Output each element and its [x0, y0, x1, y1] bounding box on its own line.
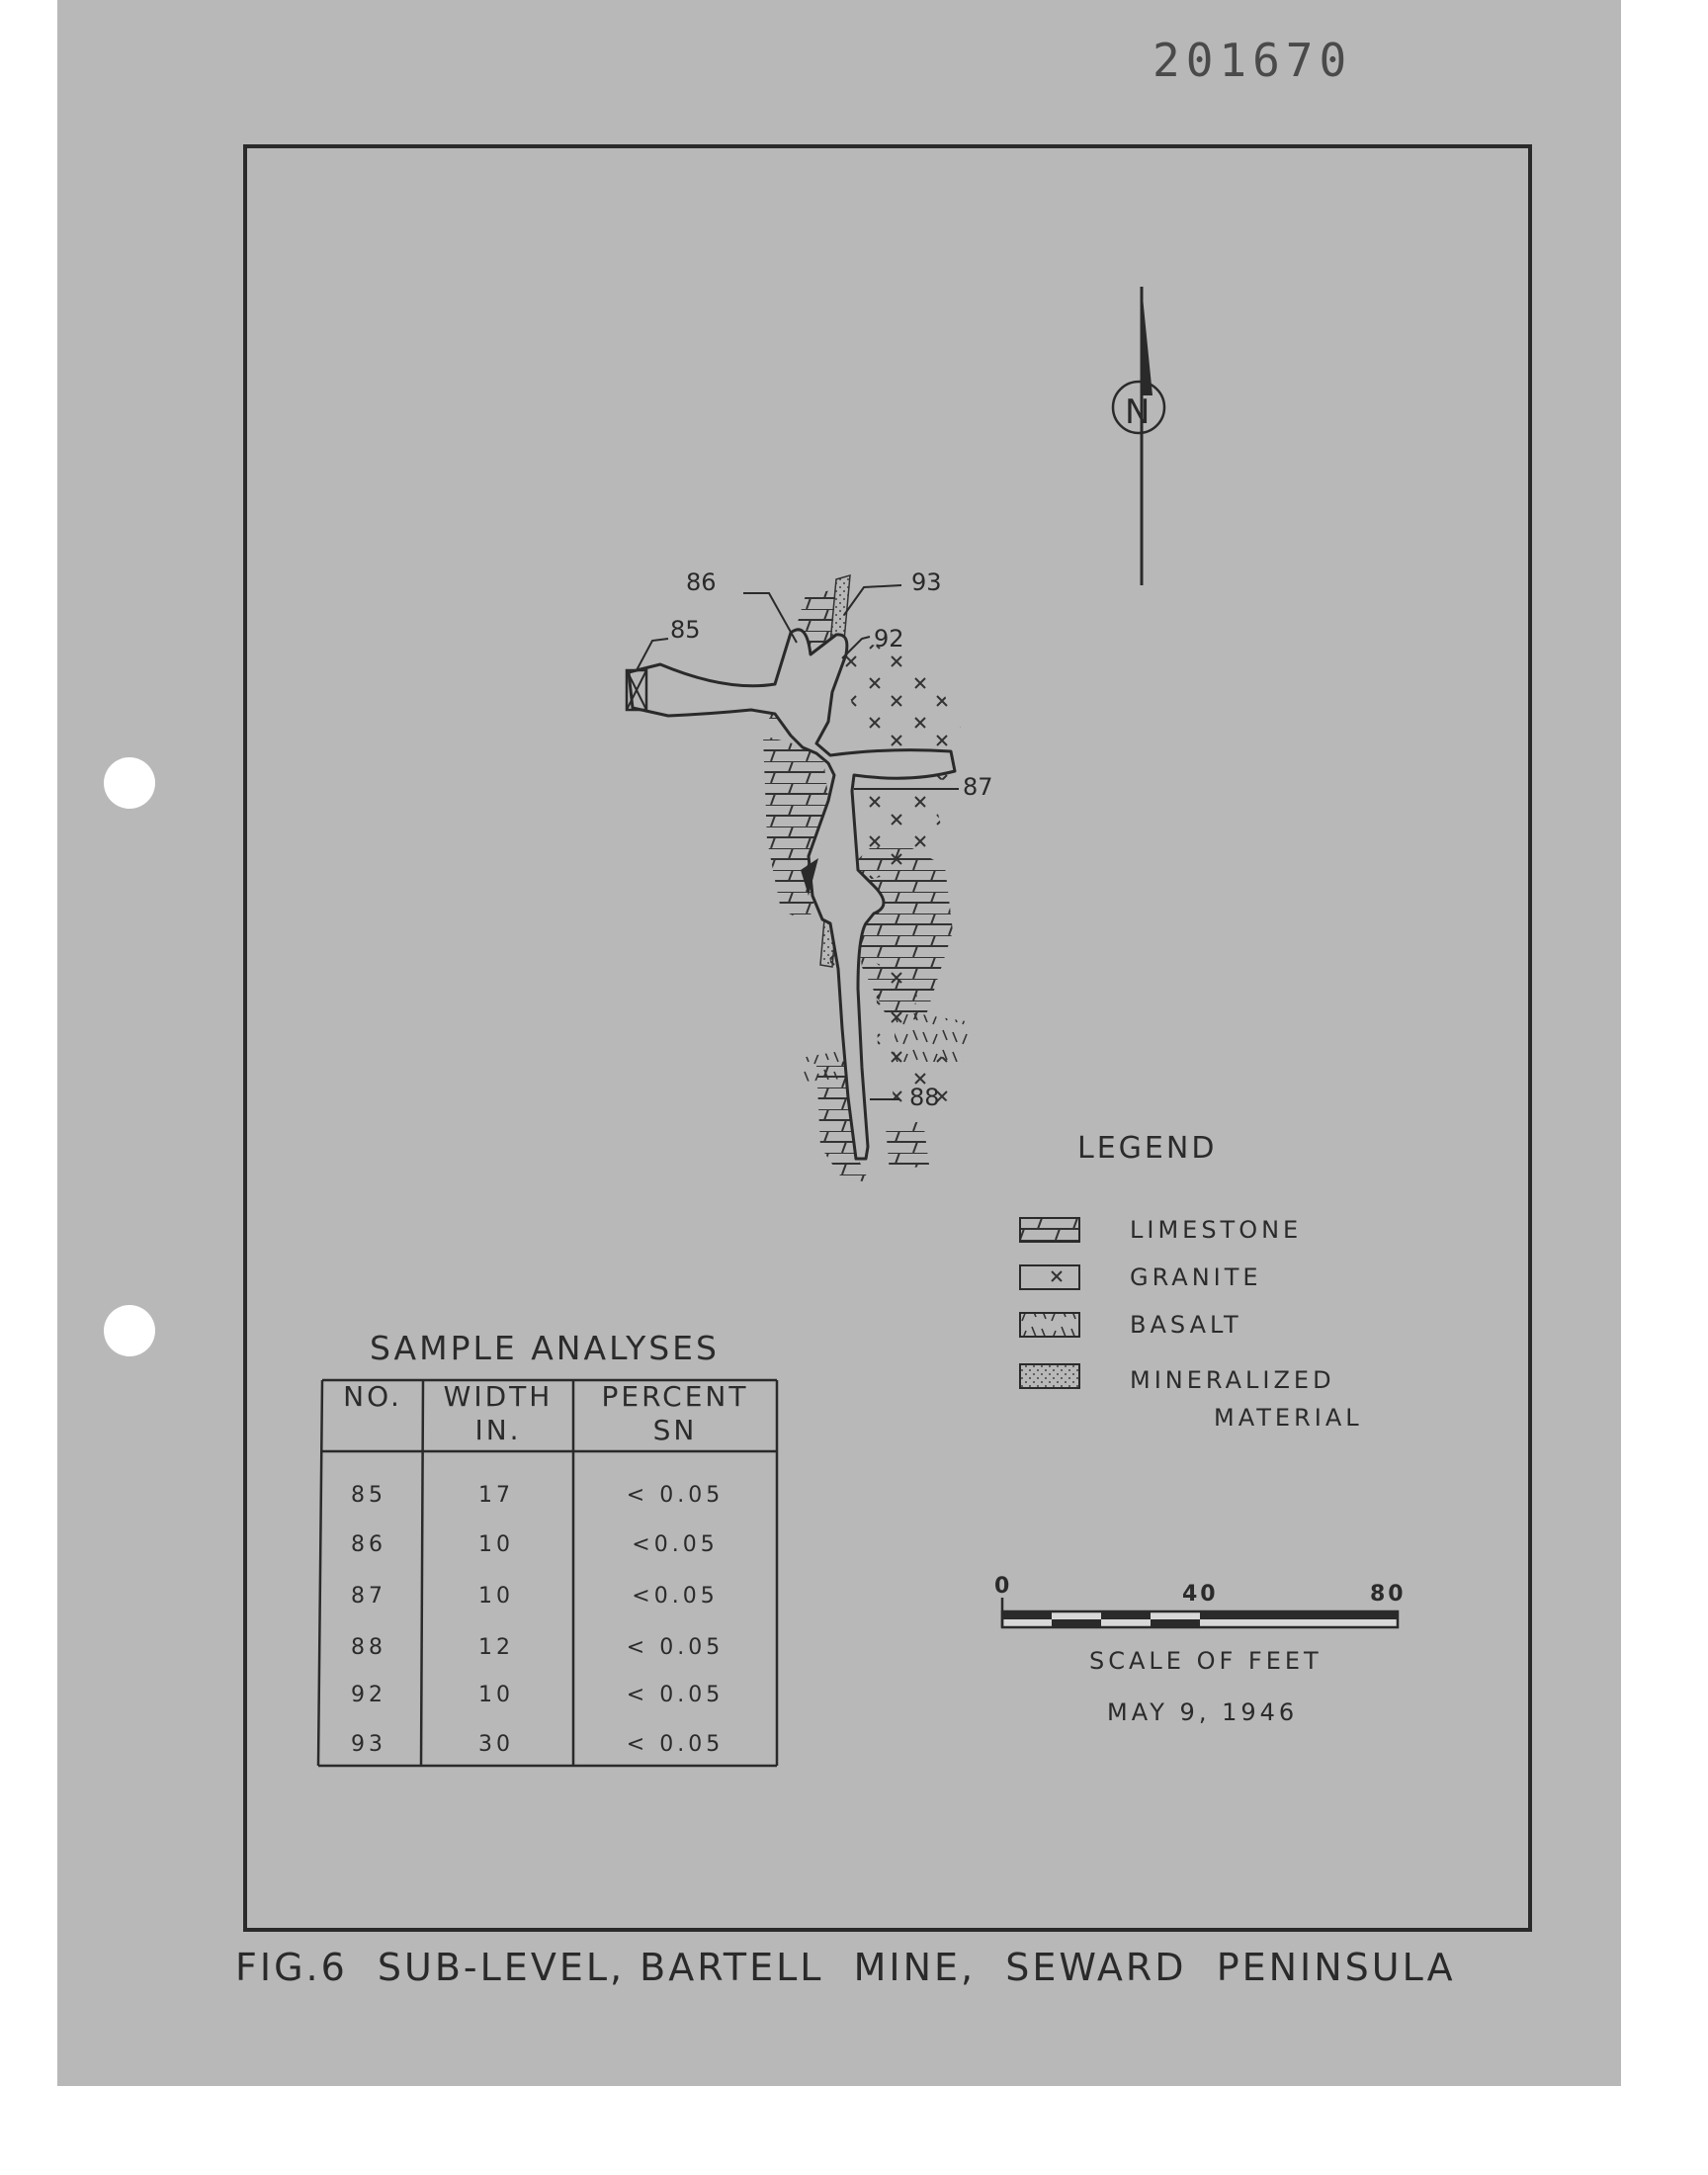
scale-title: SCALE OF FEET [1089, 1647, 1323, 1675]
row-92-no: 92 [351, 1683, 386, 1707]
row-88-no: 88 [351, 1635, 386, 1660]
figure-caption: FIG.6 SUB-LEVEL, BARTELL MINE, SEWARD PENINSULA [235, 1946, 1456, 1989]
sample-label-86: 86 [686, 568, 717, 596]
row-87-no: 87 [351, 1584, 386, 1609]
legend-label-material: MATERIAL [1214, 1404, 1363, 1432]
legend-swatches [1020, 1218, 1079, 1388]
legend-label-limestone: LIMESTONE [1130, 1216, 1303, 1244]
sample-label-85: 85 [670, 616, 701, 644]
document-number: 201670 [1153, 34, 1353, 87]
sample-label-93: 93 [911, 568, 942, 596]
row-85-no: 85 [351, 1483, 386, 1508]
header-percent-line2: SN [652, 1414, 698, 1446]
row-93-width: 30 [478, 1732, 514, 1757]
row-93-percent: < 0.05 [626, 1732, 725, 1757]
sample-label-87: 87 [963, 773, 993, 801]
row-86-width: 10 [478, 1532, 514, 1557]
row-86-percent: <0.05 [632, 1532, 719, 1557]
sample-label-92: 92 [874, 625, 904, 652]
row-86-no: 86 [351, 1532, 386, 1557]
legend-label-mineralized: MINERALIZED [1130, 1366, 1335, 1394]
row-93-no: 93 [351, 1732, 386, 1757]
row-88-width: 12 [478, 1635, 514, 1660]
row-85-width: 17 [478, 1483, 514, 1508]
sample-label-88: 88 [909, 1084, 940, 1111]
row-92-width: 10 [478, 1683, 514, 1707]
scale-tick-40: 40 [1182, 1582, 1219, 1607]
scale-tick-0: 0 [994, 1574, 1013, 1599]
legend-title: LEGEND [1077, 1131, 1218, 1166]
header-width-line2: IN. [474, 1414, 522, 1446]
row-88-percent: < 0.05 [626, 1635, 725, 1660]
header-width-line1: WIDTH [443, 1380, 554, 1413]
header-no: NO. [343, 1380, 402, 1413]
row-87-width: 10 [478, 1584, 514, 1609]
row-85-percent: < 0.05 [626, 1483, 725, 1508]
figure-date: MAY 9, 1946 [1107, 1698, 1299, 1726]
row-87-percent: <0.05 [632, 1584, 719, 1609]
legend-label-basalt: BASALT [1130, 1311, 1242, 1339]
sample-analyses-table [318, 1378, 779, 1770]
header-percent-line1: PERCENT [601, 1380, 749, 1413]
legend-label-granite: GRANITE [1130, 1263, 1262, 1291]
north-arrow [1113, 287, 1164, 585]
row-92-percent: < 0.05 [626, 1683, 725, 1707]
north-label: N [1125, 392, 1151, 432]
sample-analyses-title: SAMPLE ANALYSES [370, 1329, 720, 1367]
scale-tick-80: 80 [1370, 1582, 1407, 1607]
